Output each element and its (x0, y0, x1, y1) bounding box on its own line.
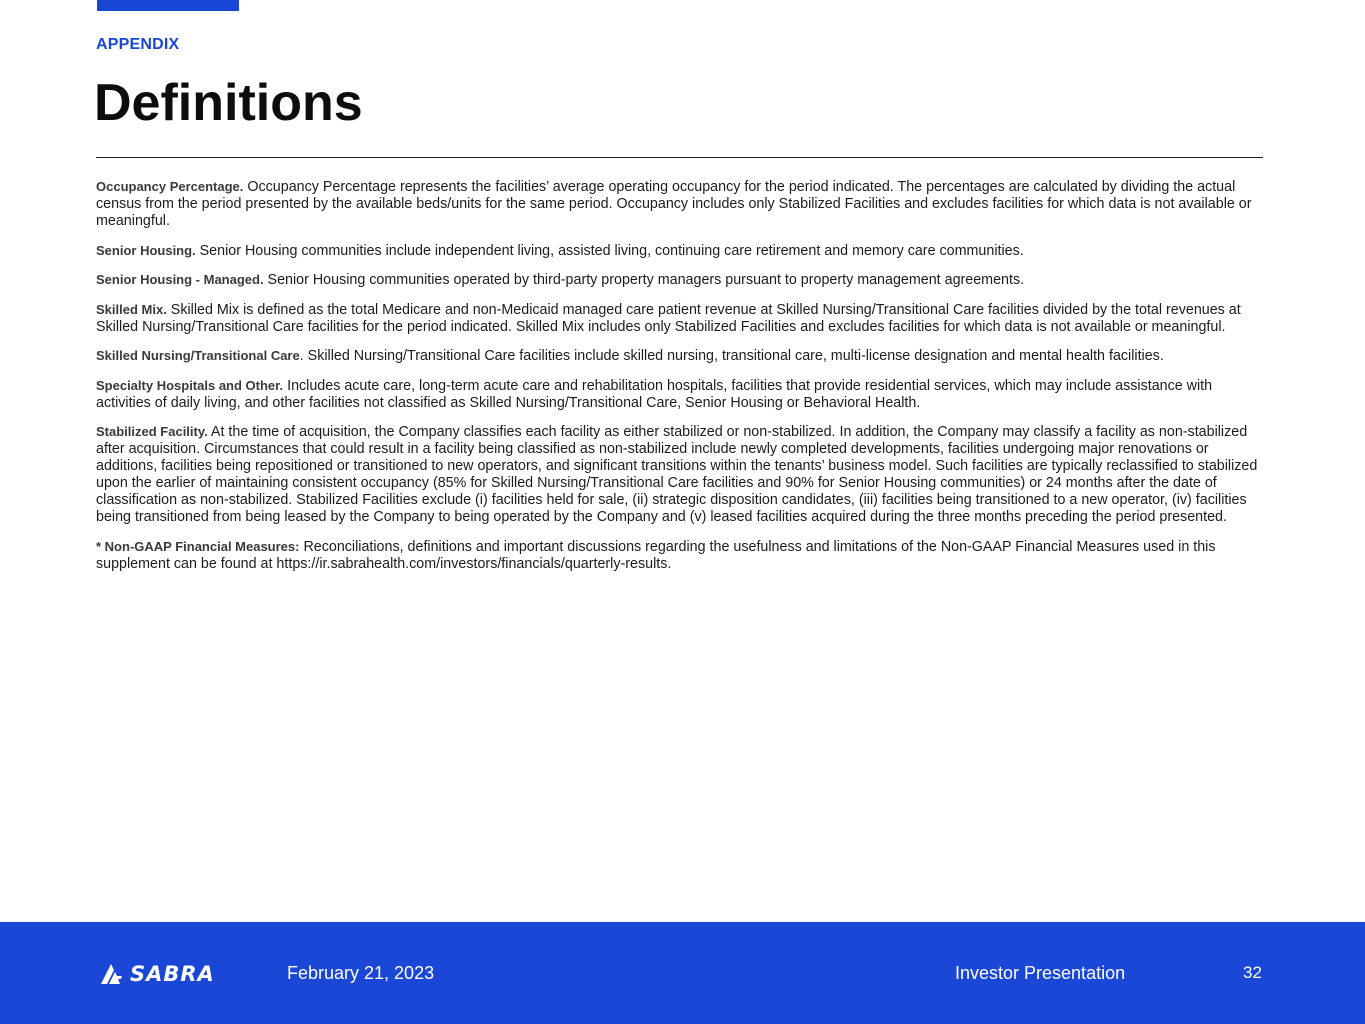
definition-term: * Non-GAAP Financial Measures: (96, 538, 300, 554)
definition-term: Senior Housing. (96, 242, 196, 258)
definition-term: Occupancy Percentage. (96, 179, 244, 194)
definition-stabilized-facility (96, 423, 1262, 526)
top-accent-bar (97, 0, 239, 11)
definition-text: Occupancy Percentage represents the facilities’ average operating occupancy for the period indicated. The percentages are calculated by dividing the actual census from the period presented by the available beds/units for the same period. Occupancy includes only Stabilized Facilities and excludes facilities for which data is not available or meaningful. (96, 179, 1252, 229)
definition-term: Skilled Nursing/Transitional Care (96, 348, 300, 363)
definition-term: Skilled Mix. (96, 301, 167, 317)
footer-bar (0, 922, 1365, 1024)
page-title: Definitions (94, 74, 363, 132)
sabra-logo (100, 960, 240, 988)
presentation-date: February 21, 2023 (287, 963, 435, 983)
definition-text: Reconciliations, definitions and important discussions regarding the usefulness and limitations of the Non-GAAP Financial Measures used in this supplement can be found at https://ir.sabrahealth.com/investors/financials/quarterly-results. (96, 538, 1216, 572)
definition-specialty-hospitals (96, 377, 1262, 412)
definition-term: Stabilized Facility. (96, 424, 208, 439)
definition-skilled-mix (96, 301, 1262, 336)
definition-text: Senior Housing communities operated by third-party property managers pursuant to property management agreements. (263, 272, 1025, 288)
title-divider (96, 157, 1263, 158)
definition-non-gaap (96, 538, 1262, 573)
sabra-logo-icon (100, 960, 128, 988)
logo-wordmark: SABRA (130, 962, 215, 986)
definition-term: Specialty Hospitals and Other. (96, 377, 284, 393)
definition-text: At the time of acquisition, the Company classifies each facility as either stabilized or non-stabilized. In addition, the Company may classify a facility as non-stabilized after acquisition. Circumstances that could result in a facility being classified as non-stabilized include newly completed developments, facilities undergoing major renovations or additions, facilities being repositioned or transitioned to new operators, and significant transitions within the tenants’ business model. Such facilities are typically reclassified to stabilized upon the earlier of maintaining consistent occupancy (85% for Skilled Nursing/Transitional Care facilities and 90% for Senior Housing communities) or 24 months after the date of classification as non-stabilized. Stabilized Facilities exclude (i) facilities held for sale, (ii) strategic disposition candidates, (iii) facilities being transitioned to a new operator, (iv) facilities being transitioned from being leased by the Company to being operated by the Company and (v) leased facilities acquired during the three months preceding the period presented. (96, 424, 1258, 525)
definition-senior-housing-managed (96, 271, 1262, 289)
document-title: Investor Presentation (955, 963, 1126, 983)
definition-text: . Skilled Nursing/Transitional Care facilities include skilled nursing, transitional care, multi-license designation and mental health facilities. (299, 348, 1164, 364)
page-number: 32 (1243, 963, 1262, 982)
definitions-list (96, 178, 1262, 584)
definition-text: Includes acute care, long-term acute care and rehabilitation hospitals, facilities that provide residential services, which may include assistance with activities of daily living, and other facilities not classified as Skilled Nursing/Transitional Care, Senior Housing or Behavioral Health. (96, 377, 1213, 411)
definition-senior-housing (96, 242, 1262, 260)
definition-occupancy-percentage (96, 178, 1262, 230)
definition-skilled-nursing (96, 347, 1262, 365)
definition-text: Skilled Mix is defined as the total Medicare and non-Medicaid managed care patient revenue at Skilled Nursing/Transitional Care facilities divided by the total revenues at Skilled Nursing/Transitional Care facilities for the period indicated. Skilled Mix includes only Stabilized Facilities and excludes facilities for which data is not available or meaningful. (96, 301, 1241, 335)
definition-term: Senior Housing - Managed. (96, 272, 264, 287)
definition-text: Senior Housing communities include independent living, assisted living, continuing care retirement and memory care communities. (195, 242, 1024, 259)
section-label: APPENDIX (96, 36, 180, 53)
